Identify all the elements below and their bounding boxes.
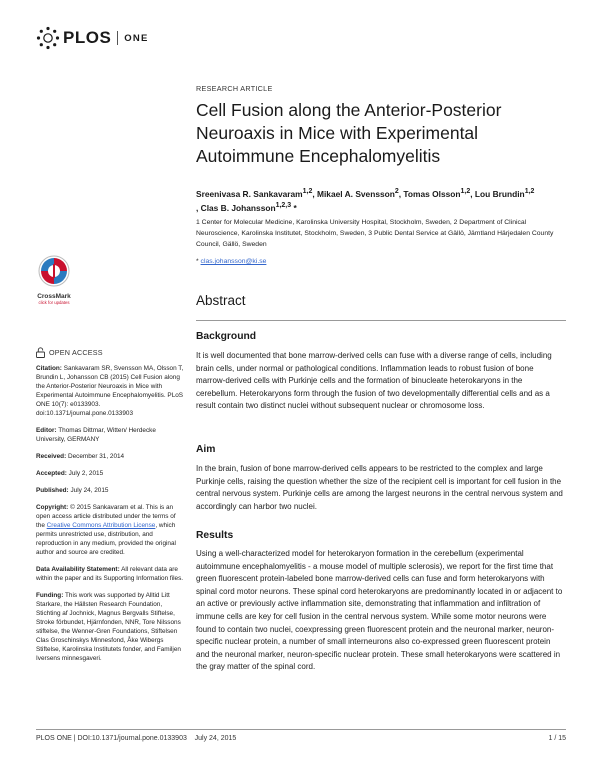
- received-block: [36, 452, 186, 461]
- copyright-block: [36, 503, 186, 557]
- author-list: [196, 186, 568, 215]
- funding-label: Funding:: [36, 592, 64, 599]
- data-availability-text: All relevant data are within the paper and its Supporting Information files.: [36, 566, 184, 582]
- author-affil-sup: 1,2: [460, 188, 471, 195]
- accepted-label: Accepted:: [36, 470, 67, 477]
- article-title: Cell Fusion along the Anterior-Posterior Neuroaxis in Mice with Experimental Autoimmune Encephalomyelitis: [196, 100, 502, 166]
- data-availability-block: [36, 565, 186, 583]
- article-metadata: [36, 364, 186, 671]
- data-availability-label: Data Availability Statement:: [36, 566, 120, 573]
- abstract-heading: Abstract: [196, 293, 246, 308]
- email-star: *: [196, 258, 199, 265]
- received-date: December 31, 2014: [66, 453, 125, 460]
- section-body-aim: In the brain, fusion of bone marrow-derived cells appears to be restricted to the complex and large Purkinje cells, raising the question whether the size of the recipient cell is important for cell fusion in the central nervous system. Purkinje cells are among the largest neurons in the central nervous system and accordingly can harbor two nuclei.: [196, 464, 563, 511]
- logo-divider: [117, 31, 118, 45]
- crossmark-label: CrossMark: [37, 293, 71, 300]
- open-access-label: OPEN ACCESS: [49, 348, 103, 357]
- citation-block: [36, 364, 186, 418]
- author-name[interactable]: , Lou Brundin: [470, 188, 525, 199]
- crossmark-badge[interactable]: [36, 255, 72, 305]
- author-affil-sup: 1,2,3: [275, 202, 292, 210]
- crossmark-icon: [38, 255, 70, 287]
- author-affil-sup: 1,2: [524, 188, 535, 195]
- email-link[interactable]: clas.johansson@ki.se: [200, 258, 267, 265]
- accepted-date: July 2, 2015: [66, 470, 104, 477]
- journal-logo[interactable]: [36, 26, 148, 50]
- footer-divider: [36, 729, 566, 730]
- section-body-results: Using a well-characterized model for heterokaryon formation in the cerebellum (experimental autoimmune encephalomyelitis - a mouse model of multiple sclerosis), we report for the first time that green fluorescent protein-labeled bone marrow-derived cells can fuse and form heterokaryons with spinal cord motor neurons. These spinal cord heterokaryons are predominantly located in or adjacent to an active or previously active inflammation site, demonstrating that inflammation and infiltration of immune cells are key for cell fusion in the central nervous system. While some motor neurons were found to contain two nuclei, coexpressing green fluorescent protein and the neuronal marker, neuron-specific nuclear protein, a number of small interneurons also co-expressed green fluorescent protein and the neuronal marker, neuron-specific nuclear protein. These small heterokaryons were scattered in the gray matter of the spinal cord.: [196, 549, 563, 672]
- logo-name: PLOS: [63, 28, 112, 47]
- editor-block: [36, 426, 186, 444]
- affiliations: 1 Center for Molecular Medicine, Karolinska University Hospital, Stockholm, Sweden, 2 Department of Clinical Neuroscience, Karolinska Institutet, Stockholm, Sweden, 3 Public Dental Service at Gällö, Jämtland Härjedalen County Council, Gällö, Sweden: [196, 219, 554, 248]
- crossmark-sub: click for updates: [38, 300, 70, 305]
- page-number: 1 / 15: [548, 735, 566, 742]
- section-heading-results: Results: [196, 530, 234, 541]
- copyright-label: Copyright:: [36, 504, 69, 511]
- author-name[interactable]: , Tomas Olsson: [398, 188, 461, 199]
- funding-text: This work was supported by Alltid Litt Starkare, the Hällsten Research Foundation, Stichting af Jochnick, Magnus Bergvalls Stiftelse, Stroke förbundet, Hjärnfonden, NNR, Tore Nilssons stiftelse, the Wenner-Gren Foundations, Stiftelsen Clas Groschinskys Minnesfond, Åke Wibergs Stiftelse, Karolinska Institutets fonder, and Familjen Iversens minnesgaveri.: [36, 592, 181, 662]
- abstract-divider: [196, 320, 566, 321]
- article-type: RESEARCH ARTICLE: [196, 84, 273, 93]
- section-heading-background: Background: [196, 331, 257, 342]
- accepted-block: [36, 469, 186, 478]
- published-label: Published:: [36, 487, 69, 494]
- copyright-text-end: , which permits unrestricted use, distribution, and reproduction in any medium, provided the original author and source are credited.: [36, 522, 176, 556]
- published-block: [36, 486, 186, 495]
- license-link[interactable]: Creative Commons Attribution License: [46, 522, 156, 529]
- author-affil-sup: 1,2: [302, 188, 313, 195]
- author-name[interactable]: , Clas B. Johansson: [196, 203, 276, 214]
- funding-block: [36, 591, 186, 663]
- author-name[interactable]: , Mikael A. Svensson: [312, 188, 395, 199]
- logo-journal: ONE: [124, 32, 149, 44]
- open-access-badge: [36, 347, 103, 358]
- published-date: July 24, 2015: [68, 487, 109, 494]
- footer-citation: PLOS ONE | DOI:10.1371/journal.pone.0133903 July 24, 2015: [36, 735, 237, 742]
- author-affil-sup: 2: [394, 188, 399, 195]
- editor-text: Thomas Dittmar, Witten/ Herdecke University, GERMANY: [36, 427, 156, 443]
- plos-logo-icon: [36, 26, 60, 50]
- editor-label: Editor:: [36, 427, 57, 434]
- section-heading-aim: Aim: [196, 444, 216, 455]
- open-lock-icon: [36, 347, 45, 358]
- citation-text: Sankavaram SR, Svensson MA, Olsson T, Brundin L, Johansson CB (2015) Cell Fusion along the Anterior-Posterior Neuroaxis in Mice with Experimental Autoimmune Encephalomyelitis. PLoS ONE 10(7): e0133903. doi:10.1371/journal.pone.0133903: [36, 365, 184, 417]
- corresponding-email: [196, 258, 266, 265]
- citation-label: Citation:: [36, 365, 62, 372]
- author-name[interactable]: Sreenivasa R. Sankavaram: [196, 188, 303, 199]
- section-body-background: It is well documented that bone marrow-derived cells can fuse with a diverse range of cells, including brain cells, under normal or pathological conditions. Inflammation leads to robust fusion of bone marrow-derived cells with Purkinje cells and the formation of binucleate heterokaryons in the cerebellum. Heterokaryons form through the fusion of two developmentally differential cells and as a result contain two distinct nuclei without subsequent nuclear or chromosome loss.: [196, 351, 552, 411]
- received-label: Received:: [36, 453, 67, 460]
- corresponding-star: *: [291, 203, 297, 214]
- copyright-text: © 2015 Sankavaram et al. This is an open access article distributed under the terms of the: [36, 504, 176, 529]
